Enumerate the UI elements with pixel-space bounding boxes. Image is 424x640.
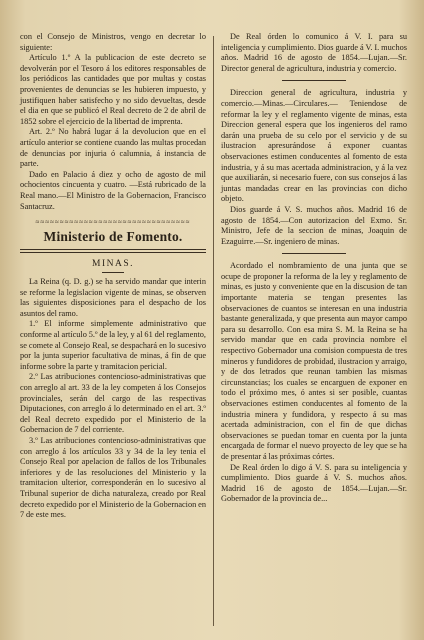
- minas-article-1: 1.º El informe simplemente administrativo que conforme al artículo 5.º de la ley, y al 61 del reglamento, se comete al Consejo Real, se despachará en lo sucesivo por la junta superior facultativa de minas, á fin de que informe sobre la parte y tramitacion pericial.: [20, 319, 206, 371]
- subhead-rule: [102, 272, 124, 273]
- decree-article-2: Art. 2.º No habrá lugar á la devolucion que en el artículo anterior se contiene cuando las multas procedan de denuncias por injuria ó calumnia, á instancia de parte.: [20, 127, 206, 169]
- column-divider: [213, 36, 214, 626]
- circular-signature: Dios guarde á V. S. muchos años. Madrid 16 de agosto de 1854.—Con autorizacion del Exmo. Sr. Ministro, Jefe de la seccion de minas, Joaquin de Ezaguirre.—Sr. ingeniero de minas.: [221, 204, 407, 246]
- decree-article-1: Artículo 1.º A la publicacion de este decreto se devolverán por el Tesoro á los editores responsables de los periódicos las cantidades que por multas y costas provenientes de denuncias se les hubieren impuesto, y justifiquen haber satisfecho y no sido devueltas, desde el dia en que se publicó el Real decreto de 2 de abril de 1852 sobre el ejercicio de la libertad de imprenta.: [20, 53, 206, 126]
- circular-text: Direccion general de agricultura, industria y comercio.—Minas.—Circulares.— Teniendose de reformar la ley y el reglamento vigente de minas, esta Direccion general espera que los ingenieros del ramo darán una prueba de su celo por el servicio y de su ilustracion apresurándose á exponer cuantas observaciones estimen conducentes al fomento de esta industria, y á su mas acertada administracion, y á la vez que auxiliarán, si necesario fuere, con sus consejos á las juntas mandadas crear en las provincias con dicho objeto.: [221, 88, 407, 204]
- minas-article-3: 3.º Las atribuciones contencioso-administrativas que con arreglo á los artículos 33 y 34 de la ley tenia el Consejo Real por apelacion de fallos de los Tribunales inferiores y de las resoluciones del Ministerio y la tramitacion ulterior, corresponderán en lo sucesivo al Tribunal superior de dicha naturaleza, creado por Real decreto expedido por el Ministerio de la Gobernacion en 7 de este mes.: [20, 436, 206, 520]
- decree-intro: con el Consejo de Ministros, vengo en decretar lo siguiente:: [20, 32, 206, 52]
- royal-order-2: De Real órden lo digo á V. S. para su inteligencia y cumplimiento. Dios guarde á V. S. muchos años. Madrid 16 de agosto de 1854.—Lujan.—Sr. Gobernador de la provincia de...: [221, 462, 407, 504]
- junta-text: Acordado el nombramiento de una junta que se ocupe de proponer la reforma de la ley y reglamento de minas, es justo y conveniente que en la discusion de tan importante materia se tengan presentes las observaciones de cuantos se interesan en una industria bastante generalizada, y que presenta aun mayor campo para su desarrollo. Con esa mira S. M. la Reina se ha servido mandar que en cada provincia nombre el respectivo Gobernador una comision compuesta de tres mineros y fundidores de probidad, ilustracion y arraigo, y de dos letrados que reunan tambien las mismas circunstancias; los cuales se encarguen de exponer en todo el próximo mes, ó antes si ser posible, cuantas observaciones estimen conducentes al fomento de la industria minera y fundidora, y respecto á su mas acertada administracion, con el fin de que dichas observaciones se puedan tomar en cuenta por la junta encargada de formar el nuevo proyecto de ley que se ha de presentar á las próximas córtes.: [221, 261, 407, 461]
- right-column: [221, 32, 407, 505]
- separator-rule-2: [282, 253, 346, 254]
- minas-article-2: 2.º Las atribuciones contencioso-administrativas que con arreglo al art. 33 de la ley competen á los Consejos provinciales, serán del cargo de las respectivas Diputaciones, con arreglo á lo determinado en el art. 3.º del Real decreto expedido por el Ministerio de la Gobernacion de 7 del corriente.: [20, 372, 206, 435]
- separator-rule-1: [282, 80, 346, 81]
- royal-order-1: De Real órden lo comunico á V. I. para su inteligencia y cumplimiento. Dios guarde á V. I. muchos años. Madrid 16 de agosto de 1854.—Lujan.—Sr. Director general de agricultura, industria y comercio.: [221, 32, 407, 73]
- ornamental-rule: ≈≈≈≈≈≈≈≈≈≈≈≈≈≈≈≈≈≈≈≈≈≈≈≈≈≈≈≈≈≈≈≈: [35, 218, 191, 227]
- decree-signature: Dado en Palacio á diez y ocho de agosto de mil ochocientos cincuenta y cuatro. —Está rubricado de la Real mano.—El Ministro de la Gobernacion, Francisco Santacruz.: [20, 169, 206, 211]
- minas-intro: La Reina (q. D. g.) se ha servido mandar que interin se reforme la legislacion vigente de minas, se observen las siguientes disposiciones para el despacho de los asuntos del ramo.: [20, 277, 206, 318]
- section-title: Ministerio de Fomento.: [43, 229, 183, 245]
- section-rule: [20, 249, 206, 253]
- left-column: [20, 32, 206, 521]
- minas-subhead: MINAS.: [92, 259, 134, 270]
